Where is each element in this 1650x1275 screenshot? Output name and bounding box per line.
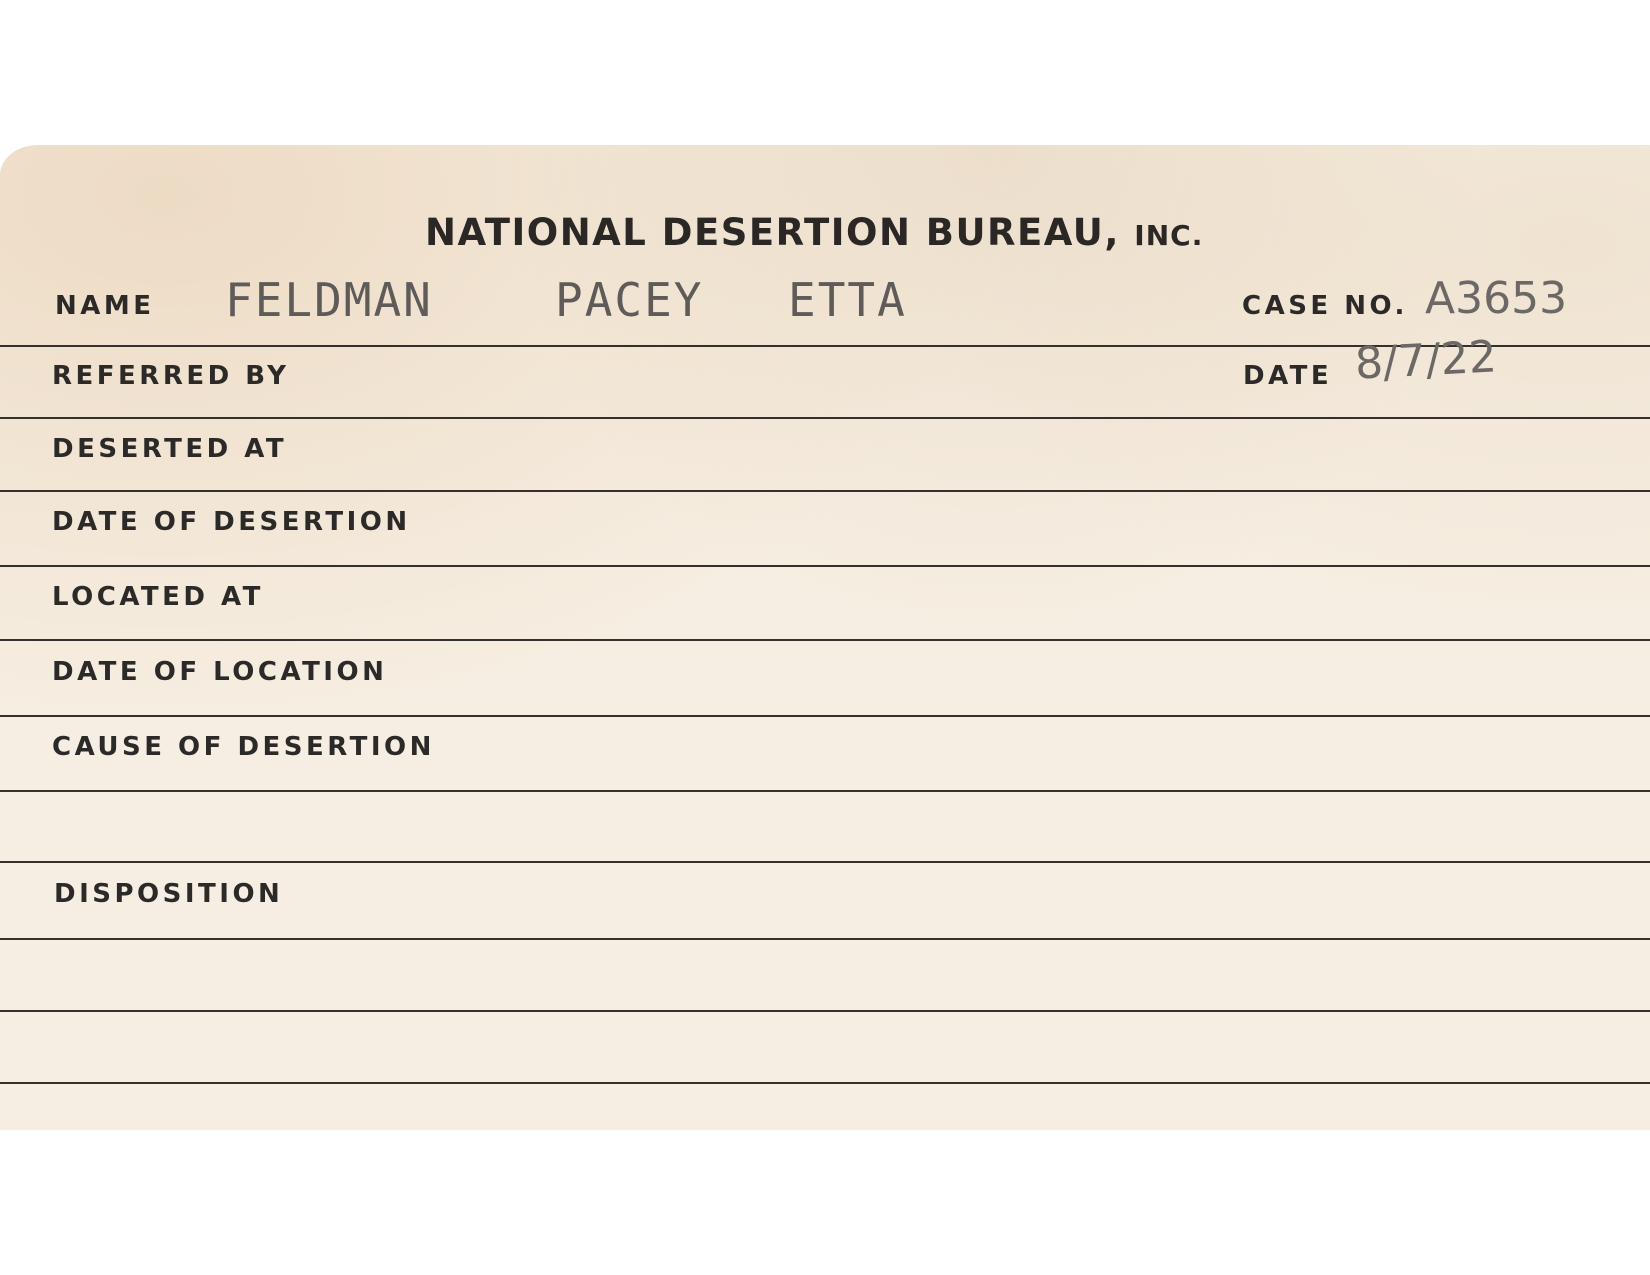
case-no-value: A3653 [1425, 273, 1568, 324]
rule-line [0, 1082, 1650, 1084]
date-label: DATE [1243, 361, 1333, 391]
bureau-title: NATIONAL DESERTION BUREAU, [425, 211, 1120, 254]
name-given-value: PACEY [555, 273, 704, 327]
disposition-label: DISPOSITION [54, 879, 284, 909]
bureau-suffix: INC. [1134, 219, 1204, 252]
rule-line [0, 861, 1650, 863]
rule-line [0, 639, 1650, 641]
deserted-at-label: DESERTED AT [52, 434, 288, 464]
name-label: NAME [55, 291, 155, 321]
name-middle-value: ETTA [788, 273, 907, 327]
date-of-location-label: DATE OF LOCATION [52, 657, 388, 687]
rule-line [0, 565, 1650, 567]
rule-line [0, 715, 1650, 717]
rule-line [0, 490, 1650, 492]
rule-line [0, 1010, 1650, 1012]
date-of-desertion-label: DATE OF DESERTION [52, 507, 411, 537]
rule-line [0, 790, 1650, 792]
case-no-label: CASE NO. [1242, 291, 1408, 321]
name-surname-value: FELDMAN [225, 273, 433, 327]
cause-of-desertion-label: CAUSE OF DESERTION [52, 732, 435, 762]
rule-line [0, 938, 1650, 940]
referred-by-label: REFERRED BY [52, 361, 290, 391]
date-value: 8/7/22 [1353, 331, 1498, 390]
index-card [0, 145, 1650, 1130]
card-heading [425, 211, 1203, 254]
located-at-label: LOCATED AT [52, 582, 264, 612]
rule-line [0, 417, 1650, 419]
